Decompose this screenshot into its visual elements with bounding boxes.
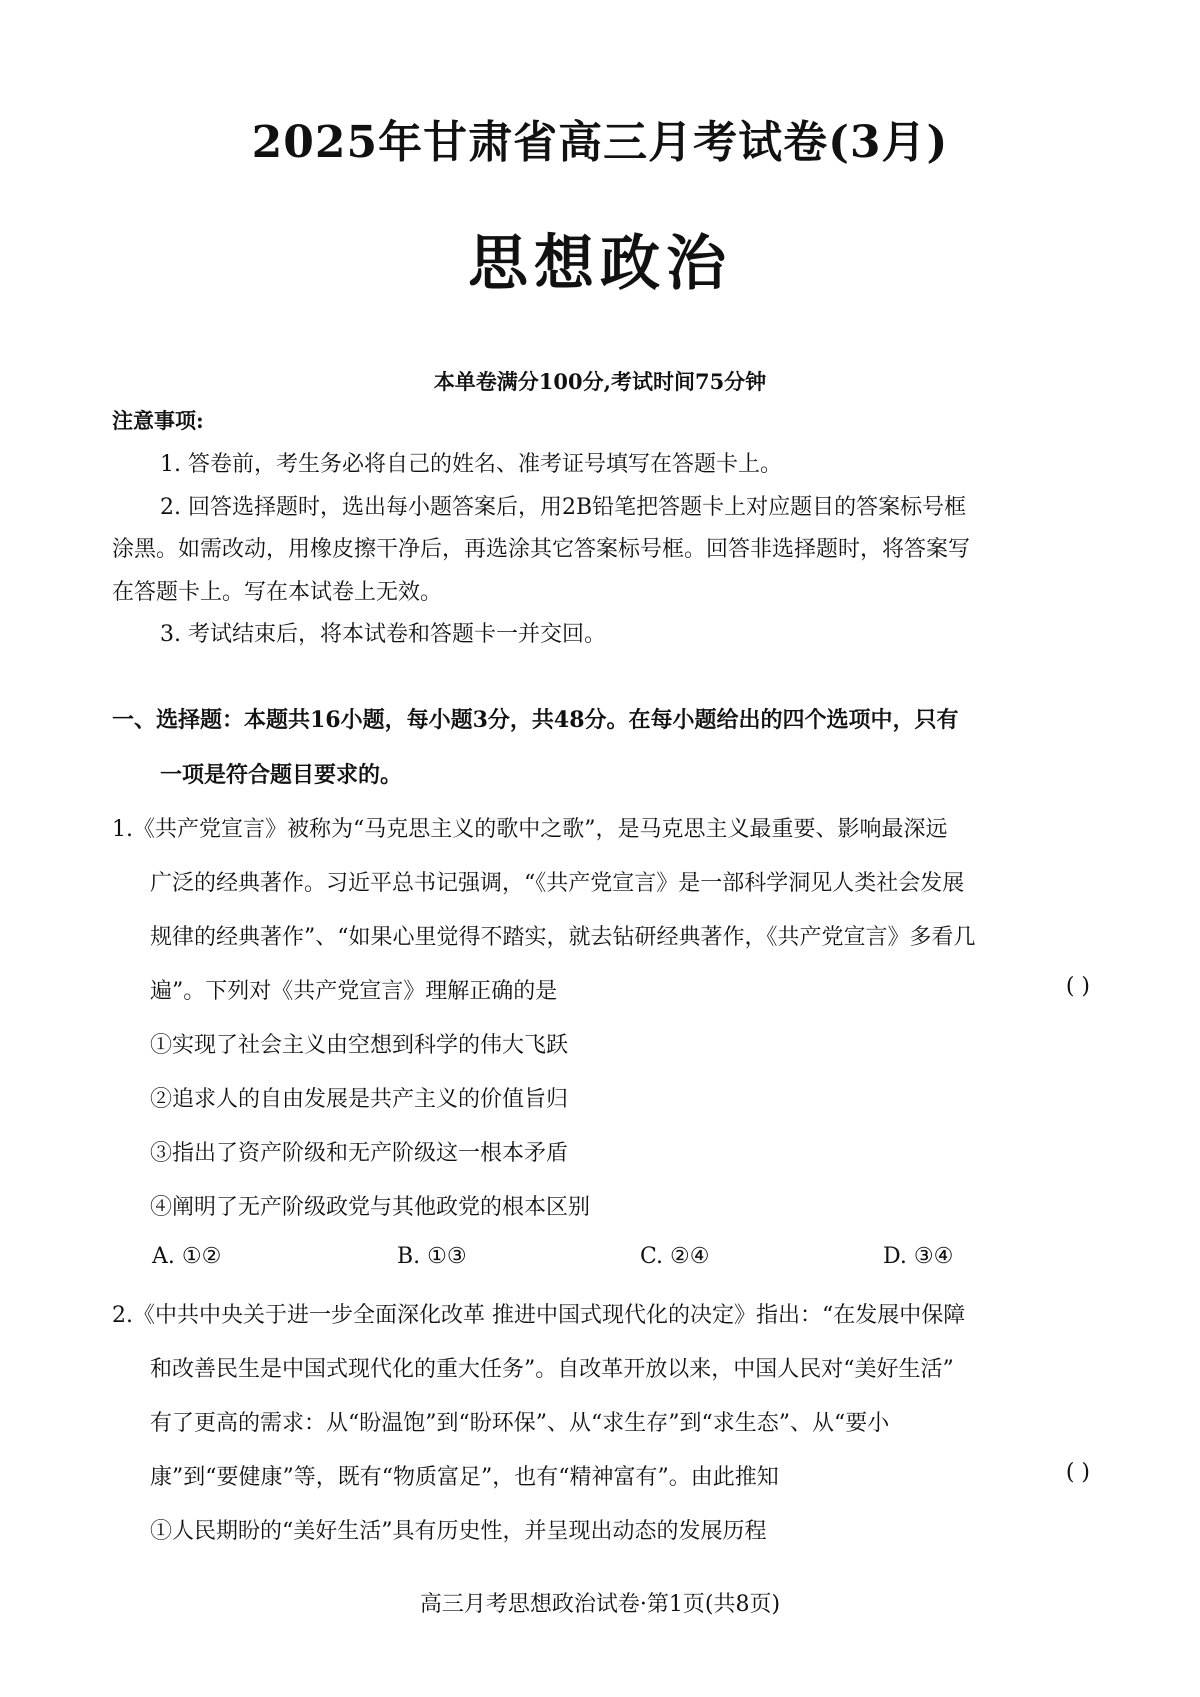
answer-blank: ( ) <box>1065 1460 1090 1485</box>
note-item: 3. 考试结束后，将本试卷和答题卡一并交回。 <box>160 622 606 647</box>
question-2-line: 和改善民生是中国式现代化的重大任务”。自改革开放以来，中国人民对“美好生活” <box>150 1357 954 1382</box>
question-1-line: 1.《共产党宣言》被称为“马克思主义的歌中之歌”，是马克思主义最重要、影响最深远 <box>112 817 948 842</box>
statement-item: ①实现了社会主义由空想到科学的伟大飞跃 <box>150 1033 569 1058</box>
statement-item: ③指出了资产阶级和无产阶级这一根本矛盾 <box>150 1141 569 1166</box>
exam-info: 本单卷满分100分,考试时间75分钟 <box>433 369 767 394</box>
question-1-line: 广泛的经典著作。习近平总书记强调，“《共产党宣言》是一部科学洞见人类社会发展 <box>150 871 965 896</box>
question-2-line: 2.《中共中央关于进一步全面深化改革 推进中国式现代化的决定》指出：“在发展中保障 <box>112 1303 966 1328</box>
answer-blank: ( ) <box>1065 974 1090 999</box>
question-2-line: 康”到“要健康”等，既有“物质富足”，也有“精神富有”。由此推知 <box>150 1465 779 1490</box>
question-1-line: 规律的经典著作”、“如果心里觉得不踏实，就去钻研经典著作，《共产党宣言》多看几 <box>150 925 976 950</box>
question-1-line: 遍”。下列对《共产党宣言》理解正确的是 <box>150 979 558 1004</box>
statement-item: ②追求人的自由发展是共产主义的价值旨归 <box>150 1087 569 1112</box>
subject-title: 思想政治 <box>468 229 732 299</box>
notes-heading: 注意事项: <box>112 408 204 433</box>
note-item: 涂黑。如需改动，用橡皮擦干净后，再选涂其它答案标号框。回答非选择题时，将答案写 <box>112 537 971 562</box>
option-c: C. ②④ <box>640 1244 710 1269</box>
section-heading: 一、选择题：本题共16小题，每小题3分，共48分。在每小题给出的四个选项中，只有 <box>112 707 959 733</box>
note-item: 1. 答卷前，考生务必将自己的姓名、准考证号填写在答题卡上。 <box>160 452 782 477</box>
note-item: 2. 回答选择题时，选出每小题答案后，用2B铅笔把答题卡上对应题目的答案标号框 <box>160 495 967 520</box>
option-a: A. ①② <box>152 1244 222 1269</box>
statement-item: ④阐明了无产阶级政党与其他政党的根本区别 <box>150 1195 591 1220</box>
option-d: D. ③④ <box>883 1244 954 1269</box>
page-footer: 高三月考思想政治试卷·第1页(共8页) <box>419 1592 781 1617</box>
section-heading-continued: 一项是符合题目要求的。 <box>160 762 403 788</box>
option-b: B. ①③ <box>397 1244 467 1269</box>
note-item: 在答题卡上。写在本试卷上无效。 <box>112 580 443 605</box>
question-2-line: 有了更高的需求：从“盼温饱”到“盼环保”、从“求生存”到“求生态”、从“要小 <box>150 1411 890 1436</box>
statement-item: ①人民期盼的“美好生活”具有历史性，并呈现出动态的发展历程 <box>150 1519 767 1544</box>
exam-title: 2025年甘肃省高三月考试卷(3月) <box>251 117 949 168</box>
